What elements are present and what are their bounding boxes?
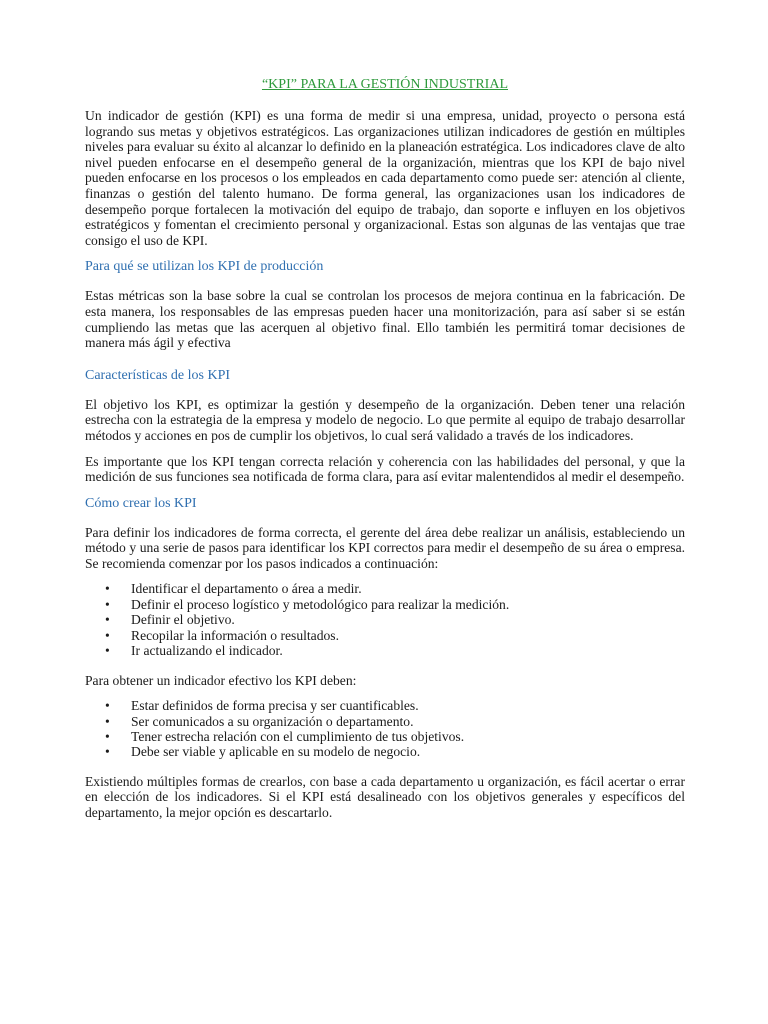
characteristics-paragraph-1: El objetivo los KPI, es optimizar la gestión y desempeño de la organización. Deben tener una relación estrecha con la estrategia de la empresa y modelo de negocio. Lo que permite al equipo de trabajo desarrollar métodos y acciones en pos de cumplir los objetivos, lo cual será validado a través de los indicadores.	[85, 396, 685, 443]
list-item: • Definir el objetivo.	[105, 612, 235, 628]
create-paragraph-3: Existiendo múltiples formas de crearlos, con base a cada departamento u organización, es fácil acertar o errar en elección de los indicadores. Si el KPI está desalineado con los objetivos generales y específicos del departamento, la mejor opción es descartarlo.	[85, 773, 685, 820]
bullet-icon: •	[105, 612, 110, 628]
bullet-icon: •	[105, 744, 110, 760]
section-heading-characteristics: Características de los KPI	[85, 367, 231, 383]
list-item: • Ir actualizando el indicador.	[105, 643, 283, 659]
bullet-icon: •	[105, 596, 110, 612]
requirements-list	[85, 698, 685, 760]
section-heading-uses: Para qué se utilizan los KPI de producción	[85, 259, 324, 275]
uses-paragraph: Estas métricas son la base sobre la cual se controlan los procesos de mejora continua en la fabricación. De esta manera, los responsables de las empresas pueden hacer una monitorización, para así saber si se están cumpliendo las metas que las acerquen al objetivo final. Ello también les permitirá tomar decisiones de manera más ágil y efectiva	[85, 288, 685, 351]
intro-paragraph: Un indicador de gestión (KPI) es una forma de medir si una empresa, unidad, proyecto o persona está logrando sus metas y objetivos estratégicos. Las organizaciones utilizan indicadores de gestión en múltiples niveles para evaluar su éxito al alcanzar lo definido en la planeación estratégica. Los indicadores clave de alto nivel pueden enfocarse en el desempeño general de la organización, mientras que los KPI de bajo nivel pueden enfocarse en los procesos o los empleados en cada departamento como puede ser: atención al cliente, finanzas o gestión del talento humano. De forma general, las organizaciones usan los indicadores de desempeño porque fortalecen la motivación del equipo de trabajo, dan soporte e influyen en los objetivos estratégicos y fomentan el crecimiento personal y organizacional. Estas son algunas de las ventajas que trae consigo el uso de KPI.	[85, 108, 685, 248]
list-item: • Recopilar la información o resultados.	[105, 627, 339, 643]
list-item: • Identificar el departamento o área a medir.	[105, 581, 362, 597]
bullet-icon: •	[105, 627, 110, 643]
create-paragraph-2: Para obtener un indicador efectivo los KPI deben:	[85, 672, 357, 688]
document-page	[85, 76, 685, 831]
list-item: • Ser comunicados a su organización o departamento.	[105, 713, 414, 729]
bullet-icon: •	[105, 728, 110, 744]
bullet-icon: •	[105, 713, 110, 729]
characteristics-paragraph-2: Es importante que los KPI tengan correcta relación y coherencia con las habilidades del personal, y que la medición de sus funciones sea notificada de forma clara, para así evitar malentendidos al medir el desempeño.	[85, 453, 685, 485]
list-item: • Debe ser viable y aplicable en su modelo de negocio.	[105, 744, 421, 760]
page-title: “KPI” PARA LA GESTIÓN INDUSTRIAL	[261, 77, 509, 92]
bullet-icon: •	[105, 698, 110, 714]
bullet-icon: •	[105, 581, 110, 597]
steps-list	[85, 581, 685, 658]
list-item: • Tener estrecha relación con el cumplimiento de tus objetivos.	[105, 728, 465, 744]
create-paragraph-1: Para definir los indicadores de forma correcta, el gerente del área debe realizar un análisis, estableciendo un método y una serie de pasos para identificar los KPI correctos para medir el desempeño de su área o empresa. Se recomienda comenzar por los pasos indicados a continuación:	[85, 524, 685, 571]
list-item: • Definir el proceso logístico y metodológico para realizar la medición.	[105, 596, 510, 612]
section-heading-create: Cómo crear los KPI	[85, 495, 197, 511]
list-item: • Estar definidos de forma precisa y ser cuantificables.	[105, 698, 419, 714]
bullet-icon: •	[105, 643, 110, 659]
